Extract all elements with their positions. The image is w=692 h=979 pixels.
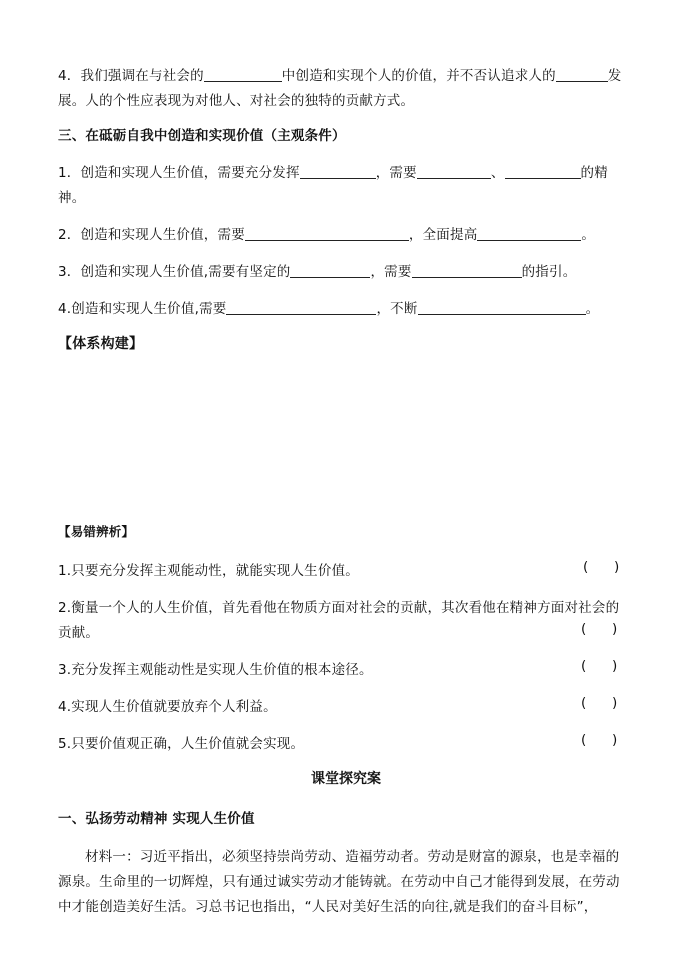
judgment-5-text: 5.只要价值观正确，人生价值就会实现。 [58,736,305,752]
s3-item3 [58,260,576,280]
judgment-3-answer[interactable]: ( ) [581,658,618,674]
material1-line3: 中才能创造美好生活。习总书记也指出，“人民对美好生活的向往,就是我们的奋斗目标”， [58,899,598,915]
judgment-1-answer[interactable]: ( ) [583,559,620,575]
s3-item2-text-a: 2．创造和实现人生价值，需要 [58,227,245,243]
s3-item2-text-c: 。 [581,227,596,243]
s3-item2 [58,223,595,243]
s3-item1-text-b: ，需要 [375,165,417,181]
s3-item1-text-d: 的精 [580,165,608,181]
s3-item4 [58,297,599,317]
judgment-2-text-cont: 贡献。 [58,625,100,641]
blank[interactable] [418,301,586,315]
judgment-5-answer[interactable]: ( ) [581,732,618,748]
blank[interactable] [204,68,282,82]
judgment-4-text: 4.实现人生价值就要放弃个人利益。 [58,699,277,715]
judgment-2-text: 2.衡量一个人的人生价值，首先看他在物质方面对社会的贡献，其次看他在精神方面对社会的 [58,600,620,616]
blank[interactable] [226,301,376,315]
blank[interactable] [477,227,581,241]
error-heading: 【易错辨析】 [58,524,135,539]
judgment-3-text: 3.充分发挥主观能动性是实现人生价值的根本途径。 [58,662,373,678]
blank[interactable] [505,165,581,179]
blank[interactable] [300,165,376,179]
blank[interactable] [412,264,522,278]
s3-item2-text-b: ，全面提高 [408,227,478,243]
s3-item1-line2: 神。 [58,190,86,206]
item4-text-a: 4．我们强调在与社会的 [58,68,204,84]
item4-text-c: 发 [607,68,622,84]
section3-heading: 三、在砥砺自我中创造和实现价值（主观条件） [58,128,346,144]
blank[interactable] [556,68,608,82]
blank[interactable] [245,227,409,241]
item4-line1 [58,64,622,84]
s3-item4-text-b: ，不断 [376,301,418,317]
item4-text-b: 中创造和实现个人的价值，并不否认追求人的 [281,68,556,84]
part1-heading: 一、弘扬劳动精神 实现人生价值 [58,811,255,827]
system-heading: 【体系构建】 [58,336,144,352]
s3-item1-text-c: 、 [490,165,505,181]
s3-item4-text-c: 。 [585,301,600,317]
item4-line2: 展。人的个性应表现为对他人、对社会的独特的贡献方式。 [58,93,415,109]
s3-item3-text-c: 的指引。 [521,264,577,280]
material1-line2: 源泉。生命里的一切辉煌，只有通过诚实劳动才能铸就。在劳动中自己才能得到发展，在劳动 [58,874,620,890]
classroom-title: 课堂探究案 [311,771,381,787]
judgment-1-text: 1.只要充分发挥主观能动性，就能实现人生价值。 [58,563,359,579]
material1-line1: 材料一：习近平指出，必须坚持崇尚劳动、造福劳动者。劳动是财富的源泉，也是幸福的 [85,849,620,865]
blank[interactable] [290,264,370,278]
s3-item3-text-b: ，需要 [370,264,412,280]
judgment-2-answer[interactable]: ( ) [581,621,618,637]
s3-item1-line1 [58,161,608,181]
s3-item4-text-a: 4.创造和实现人生价值,需要 [58,301,227,317]
judgment-4-answer[interactable]: ( ) [581,695,618,711]
s3-item1-text-a: 1．创造和实现人生价值，需要充分发挥 [58,165,300,181]
s3-item3-text-a: 3．创造和实现人生价值,需要有坚定的 [58,264,291,280]
blank[interactable] [417,165,491,179]
